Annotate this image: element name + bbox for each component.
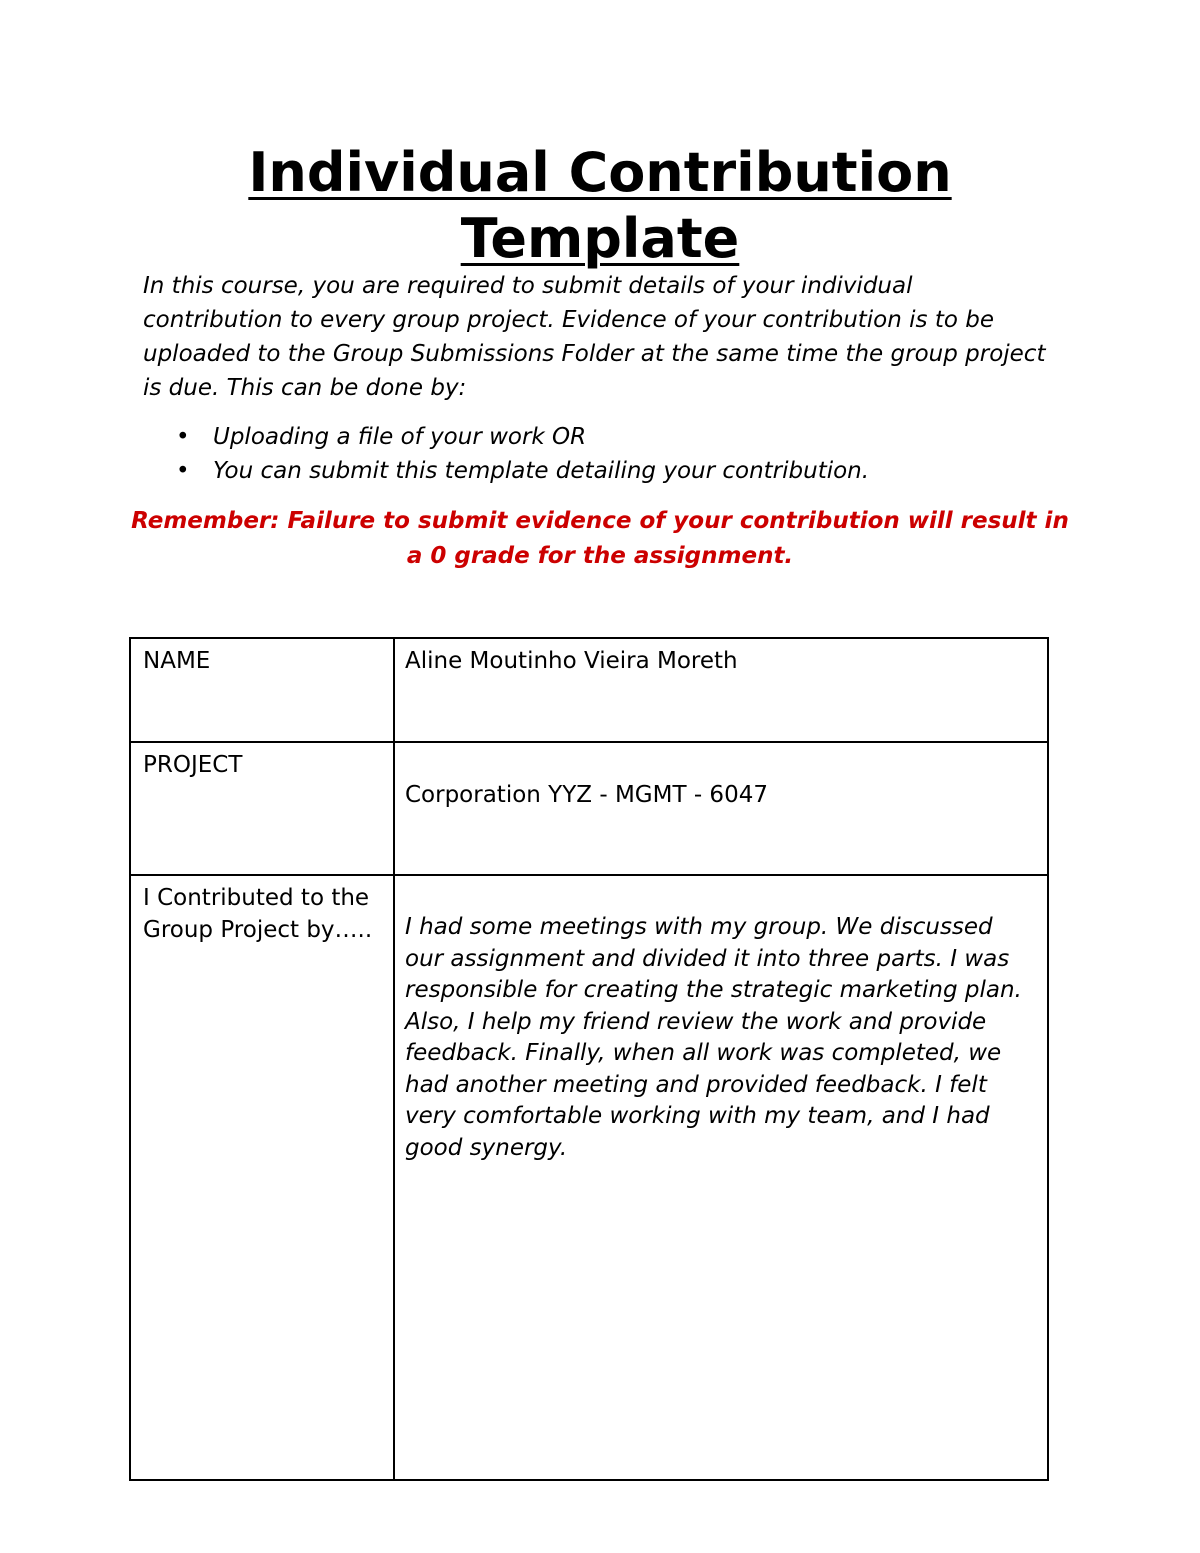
list-item-text: Uploading a file of your work OR xyxy=(213,424,587,450)
list-item xyxy=(143,420,1053,454)
table-row xyxy=(130,875,1048,1480)
submission-options-list xyxy=(143,420,1053,488)
remember-warning: Remember: Failure to submit evidence of your contribution will result in a 0 grade for the assignment. xyxy=(131,508,1069,569)
title-line-2: Template xyxy=(460,207,740,270)
name-label: NAME xyxy=(130,638,394,742)
list-item xyxy=(143,454,1053,488)
name-value: Aline Moutinho Vieira Moreth xyxy=(394,638,1048,742)
contribution-table xyxy=(129,637,1049,1481)
table-row xyxy=(130,638,1048,742)
title-line-1: Individual Contribution xyxy=(248,141,952,204)
bullet-icon: • xyxy=(176,458,190,484)
bullet-icon: • xyxy=(176,424,190,450)
contribution-value: I had some meetings with my group. We discussed our assignment and divided it into three parts. I was responsible for creating the strategic marketing plan. Also, I help my friend review the work and provide feedback. Finally, when all work was completed, we had another meeting and provided feedback. I felt very comfortable working with my team, and I had good synergy. xyxy=(394,875,1048,1480)
table-row xyxy=(130,742,1048,875)
list-item-text: You can submit this template detailing your contribution. xyxy=(213,458,870,484)
page-title xyxy=(100,140,1100,272)
contribution-label: I Contributed to the Group Project by….. xyxy=(130,875,394,1480)
intro-paragraph: In this course, you are required to submit details of your individual contribution to every group project. Evidence of your contribution is to be uploaded to the Group Submissions Folder at the same time the group project is due. This can be done by: xyxy=(143,273,1046,401)
project-value: Corporation YYZ - MGMT - 6047 xyxy=(394,742,1048,875)
project-label: PROJECT xyxy=(130,742,394,875)
